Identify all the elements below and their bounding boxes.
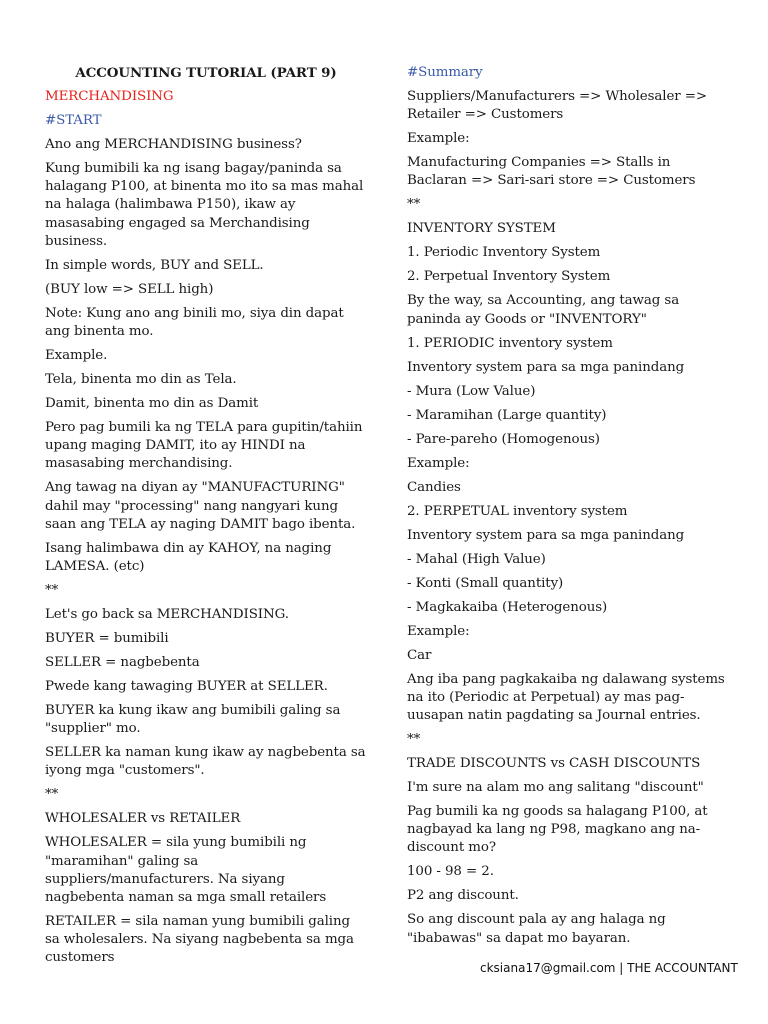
paragraph: Ang tawag na diyan ay "MANUFACTURING" dahil may "processing" nang nangyari kung saan ang TELA ay naging DAMIT bago ibenta. (45, 480, 356, 532)
paragraph: Inventory system para sa mga panindang (407, 527, 685, 543)
paragraph: SELLER ka naman kung ikaw ay nagbebenta sa iyong mga "customers". (45, 745, 366, 779)
list-item: 2. Perpetual Inventory System (407, 269, 611, 285)
paragraph: SELLER = nagbebenta (45, 655, 200, 671)
paragraph: Suppliers/Manufacturers => Wholesaler => Retailer => Customers (407, 89, 707, 123)
list-item: - Mura (Low Value) (407, 383, 536, 399)
tag-start: #START (45, 113, 102, 128)
paragraph: Pag bumili ka ng goods sa halagang P100, at nagbayad ka lang ng P98, magkano ang na-discount mo? (407, 804, 708, 856)
paragraph: Car (407, 647, 432, 663)
left-column (45, 64, 367, 973)
separator-asterisks: ** (407, 197, 421, 213)
paragraph: Ang iba pang pagkakaiba ng dalawang systems na ito (Periodic at Perpetual) ay mas pag-uusapan natin pagdating sa Journal entries. (407, 671, 725, 724)
paragraph: In simple words, BUY and SELL. (45, 257, 264, 273)
paragraph: Isang halimbawa din ay KAHOY, na naging LAMESA. (etc) (45, 540, 332, 575)
list-item: - Pare-pareho (Homogenous) (407, 431, 600, 447)
paragraph: Example: (407, 131, 470, 147)
paragraph: 100 - 98 = 2. (407, 864, 494, 880)
paragraph: Manufacturing Companies => Stalls in Baclaran => Sari-sari store => Customers (407, 155, 696, 189)
separator-asterisks: ** (407, 732, 421, 748)
paragraph: Kung bumibili ka ng isang bagay/paninda sa halagang P100, at binenta mo ito sa mas mahal na halaga (halimbawa P150), ikaw ay masasabing engaged sa Merchandising business. (45, 161, 364, 249)
paragraph: Let's go back sa MERCHANDISING. (45, 607, 289, 623)
list-item: - Konti (Small quantity) (407, 575, 564, 591)
subheading: TRADE DISCOUNTS vs CASH DISCOUNTS (407, 756, 701, 772)
paragraph: RETAILER = sila naman yung bumibili galing sa wholesalers. Na siyang nagbebenta sa mga customers (45, 914, 354, 966)
paragraph: By the way, sa Accounting, ang tawag sa paninda ay Goods or "INVENTORY" (407, 293, 680, 327)
paragraph: Example: (407, 455, 470, 471)
list-item: - Magkakaiba (Heterogenous) (407, 599, 608, 615)
separator-asterisks: ** (45, 583, 59, 599)
paragraph: Ano ang MERCHANDISING business? (45, 137, 302, 152)
list-item: - Mahal (High Value) (407, 551, 546, 567)
paragraph: I'm sure na alam mo ang salitang "discount" (407, 780, 704, 796)
separator-asterisks: ** (45, 787, 59, 803)
paragraph: Inventory system para sa mga panindang (407, 359, 685, 375)
list-item: 2. PERPETUAL inventory system (407, 503, 628, 519)
list-item: 1. Periodic Inventory System (407, 245, 601, 261)
list-item: - Maramihan (Large quantity) (407, 407, 607, 423)
paragraph: (BUY low => SELL high) (45, 281, 214, 297)
list-item: 1. PERIODIC inventory system (407, 335, 613, 351)
subheading: INVENTORY SYSTEM (407, 221, 556, 237)
paragraph: P2 ang discount. (407, 888, 519, 904)
paragraph: So ang discount pala ay ang halaga ng "ibabawas" sa dapat mo bayaran. (407, 912, 666, 946)
right-column (407, 64, 729, 954)
paragraph: Pero pag bumili ka ng TELA para gupitin/tahiin upang maging DAMIT, ito ay HINDI na masasabing merchandising. (45, 420, 363, 472)
subheading: WHOLESALER vs RETAILER (45, 811, 241, 827)
paragraph: Note: Kung ano ang binili mo, siya din dapat ang binenta mo. (45, 305, 344, 340)
paragraph: Tela, binenta mo din as Tela. (45, 372, 237, 388)
paragraph: Damit, binenta mo din as Damit (45, 396, 259, 412)
page-footer: cksiana17@gmail.com | THE ACCOUNTANT (480, 961, 738, 975)
tag-summary: #Summary (407, 65, 483, 80)
document-title: ACCOUNTING TUTORIAL (PART 9) (75, 65, 337, 81)
section-heading-merchandising: MERCHANDISING (45, 89, 174, 104)
paragraph: Candies (407, 479, 461, 495)
paragraph: Pwede kang tawaging BUYER at SELLER. (45, 679, 328, 695)
paragraph: BUYER = bumibili (45, 631, 169, 647)
paragraph: BUYER ka kung ikaw ang bumibili galing sa "supplier" mo. (45, 703, 341, 737)
paragraph: Example: (407, 623, 470, 639)
paragraph: WHOLESALER = sila yung bumibili ng "maramihan" galing sa suppliers/manufacturers. Na siyang nagbebenta naman sa mga small retailers (45, 835, 327, 906)
paragraph: Example. (45, 348, 108, 364)
